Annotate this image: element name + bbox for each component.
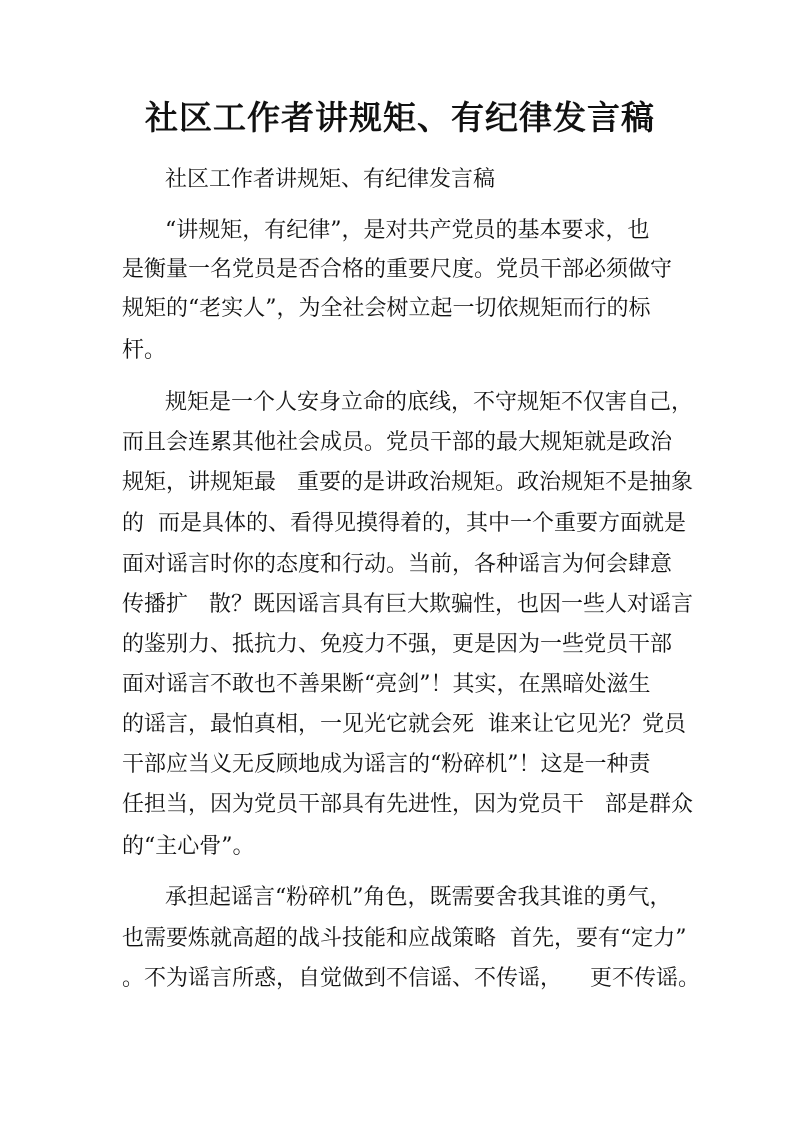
document-subtitle: 社区工作者讲规矩、有纪律发言稿	[165, 167, 496, 192]
paragraph-2-line-3: 规矩，讲规矩最 重要的是讲政治规矩。政治规矩不是抽象	[122, 470, 693, 495]
paragraph-2-line-4: 的 而是具体的、看得见摸得着的，其中一个重要方面就是	[122, 511, 686, 536]
paragraph-2-line-10: 干部应当义无反顾地成为谣言的“粉碎机”！这是一种责	[122, 752, 651, 777]
paragraph-2-line-6: 传播扩 散？既因谣言具有巨大欺骗性，也因一些人对谣言	[122, 592, 693, 617]
paragraph-2-line-9: 的谣言，最怕真相，一见光它就会死 谁来让它见光？党员	[122, 712, 686, 737]
paragraph-1-line-2: 是衡量一名党员是否合格的重要尺度。党员干部必须做守	[122, 257, 673, 282]
paragraph-3-line-1: 承担起谣言“粉碎机”角色，既需要舍我其谁的勇气，	[165, 885, 672, 910]
document-title: 社区工作者讲规矩、有纪律发言稿	[145, 98, 655, 137]
paragraph-2-line-2: 而且会连累其他社会成员。党员干部的最大规矩就是政治	[122, 430, 673, 455]
paragraph-3-line-2: 也需要炼就高超的战斗技能和应战策略 首先，要有“定力”	[122, 926, 687, 951]
paragraph-2-line-5: 面对谣言时你的态度和行动。当前，各种谣言为何会肆意	[122, 552, 673, 577]
paragraph-2-line-12: 的“主心骨”。	[122, 834, 255, 859]
paragraph-2-line-8: 面对谣言不敢也不善果断“亮剑”！其实，在黑暗处滋生	[122, 672, 651, 697]
paragraph-2-line-11: 任担当，因为党员干部具有先进性，因为党员干 部是群众	[122, 792, 693, 817]
paragraph-1-line-3: 规矩的“老实人”，为全社会树立起一切依规矩而行的标	[122, 296, 651, 321]
paragraph-2-line-1: 规矩是一个人安身立命的底线，不守规矩不仅害自己，	[165, 390, 694, 415]
paragraph-1-line-4: 杆。	[122, 338, 167, 363]
paragraph-1-line-1: “讲规矩，有纪律”，是对共产党员的基本要求，也	[165, 218, 650, 243]
paragraph-2-line-7: 的鉴别力、抵抗力、免疫力不强，更是因为一些党员干部	[122, 632, 673, 657]
paragraph-3-line-3: 。不为谣言所惑，自觉做到不信谣、不传谣， 更不传谣。	[122, 966, 700, 991]
